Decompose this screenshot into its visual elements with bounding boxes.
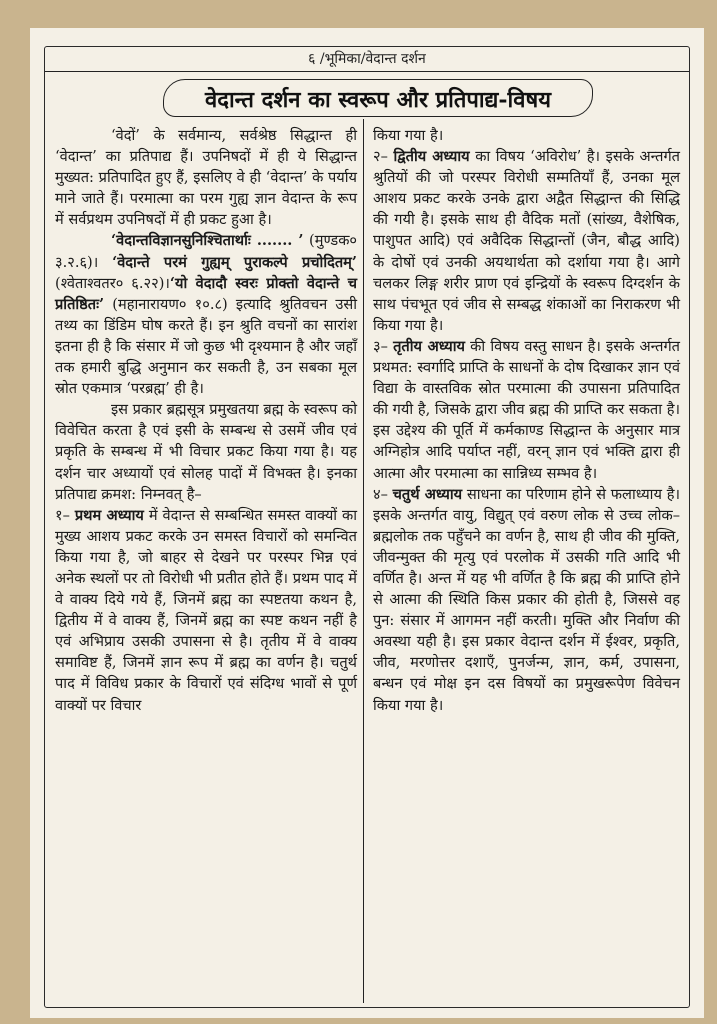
running-header: ६ /भूमिका/वेदान्त दर्शन [308, 51, 426, 67]
chapter-4-text: साधना का परिणाम होने से फलाध्याय है। इसके अन्तर्गत वायु, विद्युत् एवं वरुण लोक से उच्च लोक–ब्रह्मलोक तक पहुँचने का वर्णन है, साथ ही जीव की मुक्ति, जीवन्मुक्त की मृत्यु एवं परलोक में उसकी गति आदि भी वर्णित है। अन्त में यह भी वर्णित है कि ब्रह्म की प्राप्ति होने से आत्मा की स्थिति किस प्रकार की होती है, जिससे वह पुन: संसार में आगमन नहीं करती। मुक्ति और निर्वाण की अवस्था यही है। इस प्रकार वेदान्त दर्शन में ईश्वर, प्रकृति, जीव, मरणोत्तर दशाएँ, पुनर्जन्म, ज्ञान, कर्म, उपासना, बन्धन एवं मोक्ष इन दस विषयों का प्रमुखरूपेण विवेचन किया गया है। [373, 485, 680, 714]
paragraph-quotes [55, 230, 357, 399]
chapter-2-number: २– [373, 148, 394, 166]
continuation-line: किया गया है। [373, 127, 444, 144]
title-box [163, 79, 593, 117]
quote-mundaka: ‘वेदान्तविज्ञानसुनिश्चितार्थाः ....... ’ [111, 232, 304, 250]
chapter-3-paragraph [373, 336, 680, 484]
chapter-4-heading: चतुर्थ अध्याय [392, 485, 463, 503]
chapter-1-heading: प्रथम अध्याय [74, 506, 144, 524]
paragraph-brahmasutra: इस प्रकार ब्रह्मसूत्र प्रमुखतया ब्रह्म के स्वरूप को विवेचित करता है एवं इसी के सम्बन्ध से उसमें जीव एवं प्रकृति के सम्बन्ध में भी विचार प्रकट किया गया है। यह दर्शन चार अध्यायों एवं सोलह पादों में विभक्त है। इनका प्रतिपाद्य क्रमश: निम्नवत् है– [55, 401, 357, 503]
chapter-4-paragraph [373, 484, 680, 716]
column-divider [363, 119, 364, 1003]
chapter-2-text: का विषय ‘अविरोध’ है। इसके अन्तर्गत श्रुतियों की जो परस्पर विरोधी सम्मतियाँ हैं, उनका मूल आशय प्रकट करके उनके द्वारा अद्वैत सिद्धान्त की सिद्धि की गयी है। इसके साथ ही वैदिक मतों (सांख्य, वैशेषिक, पाशुपत आदि) एवं अवैदिक सिद्धान्तों (जैन, बौद्ध आदि) के दोषों एवं उनकी अयथार्थता को दर्शाया गया है। आगे चलकर लिङ्ग शरीर प्राण एवं इन्द्रियों के स्वरूप दिग्दर्शन के साथ पंचभूत एवं जीव से सम्बद्ध शंकाओं का निराकरण भी किया गया है। [373, 148, 680, 334]
page-title: वेदान्त दर्शन का स्वरूप और प्रतिपाद्य-विषय [205, 87, 551, 113]
quote-explanation: (महानारायण० १०.८) इत्यादि श्रुतिवचन उसी तथ्य का डिंडिम घोष करते हैं। इन श्रुति वचनों का सारांश इतना ही है कि संसार में जो कुछ भी दृश्यमान है और जहाँ तक हमारी बुद्धि अनुमान कर सकती है, उन सबका मूल स्रोत एकमात्र ‘परब्रह्म’ ही है। [55, 295, 357, 398]
book-page [30, 28, 704, 1018]
chapter-3-number: ३– [373, 337, 394, 355]
right-column [373, 125, 680, 716]
chapter-1-number: १– [55, 506, 75, 524]
chapter-2-paragraph [373, 146, 680, 336]
chapter-1-text: में वेदान्त से सम्बन्धित समस्त वाक्यों का मुख्य आशय प्रकट करके उन समस्त विचारों को समन्वित किया गया है, जो बाहर से देखने पर परस्पर भिन्न एवं अनेक स्थलों पर तो विरोधी भी प्रतीत होते हैं। प्रथम पाद में वे वाक्य दिये गये हैं, जिनमें ब्रह्म का स्पष्टतया कथन है, द्वितीय में वे वाक्य हैं, जिनमें ब्रह्म का स्पष्ट कथन नहीं है एवं अभिप्राय उसकी उपासना से है। तृतीय में वे वाक्य समाविष्ट हैं, जिनमें ज्ञान रूप में ब्रह्म का वर्णन है। चतुर्थ पाद में विविध प्रकार के विचारों एवं संदिग्ध भावों से पूर्ण वाक्यों पर विचार [55, 506, 357, 714]
page-frame [44, 46, 690, 1008]
left-column [55, 125, 357, 716]
ref-shvetashvatara: (श्वेताश्वतर० ६.२२)। [55, 274, 170, 292]
quote-mahanarayana: ‘यो वेदादौ स्वरः प्रोक्तो वेदान्ते च प्रतिष्ठितः’ [55, 274, 357, 313]
quote-shvetashvatara: ‘वेदान्ते परमं गुह्यम् पुराकल्पे प्रचोदितम्’ [112, 253, 357, 271]
ref-mundaka: (मुण्डक० ३.२.६)। [55, 232, 357, 271]
chapter-4-number: ४– [373, 485, 393, 503]
chapter-2-heading: द्वितीय अध्याय [393, 148, 470, 166]
chapter-3-heading: तृतीय अध्याय [393, 337, 465, 355]
header-rule [45, 71, 689, 72]
paragraph-intro: ‘वेदों’ के सर्वमान्य, सर्वश्रेष्ठ सिद्धान्त ही ‘वेदान्त’ का प्रतिपाद्य हैं। उपनिषदों में ही ये सिद्धान्त मुख्यत: प्रतिपादित हुए हैं, इसलिए वे ही ‘वेदान्त’ के पर्याय माने जाते हैं। परमात्मा का परम गुह्य ज्ञान वेदान्त के रूप में सर्वप्रथम उपनिषदों में ही प्रकट हुआ है। [55, 127, 357, 229]
chapter-3-text: की विषय वस्तु साधन है। इसके अन्तर्गत प्रथमत: स्वर्गादि प्राप्ति के साधनों के दोष दिखाकर ज्ञान एवं विद्या के वास्तविक स्रोत परमात्मा की उपासना प्रतिपादित की गयी है, जिसके द्वारा जीव ब्रह्म की प्राप्ति कर सकता है। इस उद्देश्य की पूर्ति में कर्मकाण्ड सिद्धान्त के अनुसार मात्र अग्निहोत्र आदि पर्याप्त नहीं, वरन् ज्ञान एवं भक्ति द्वारा ही आत्मा और परमात्मा का सान्निध्य सम्भव है। [373, 337, 680, 482]
chapter-1-paragraph [55, 505, 357, 716]
